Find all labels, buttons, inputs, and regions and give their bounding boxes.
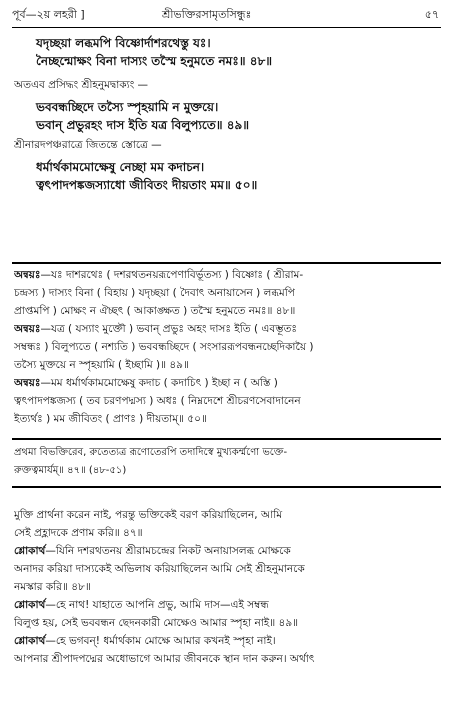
commentary-line: ত্বৎপাদপঙ্কজস্য ( তব চরণপদ্মস্য ) অধঃ ( নিম্নদেশে শ্রীচরণসেবাদানেন — [14, 395, 301, 407]
commentary-line: চন্দ্রস্য ) দাস্যং বিনা ( বিহায় ) যদৃচ্ছয়া ( দৈবাৎ অনায়াসেন ) লব্ধমপি — [14, 287, 295, 299]
commentary-line: প্রাপ্তমপি ) মোক্ষং ন ঐচ্ছৎ ( আকাঙ্ক্ষত ) তস্মৈ হনুমতে নমঃ॥ ৪৮॥ — [14, 305, 296, 317]
header-title: শ্রীভক্তিরসামৃতসিন্ধুঃ — [162, 8, 252, 21]
header-divider — [12, 27, 441, 28]
note-line1: প্রথমা বিভক্তিরেব, রুতেত্যত্র রূণোতেরপি তদাদিস্বে মুখ্যকর্ম্মণো ভক্তে- — [14, 447, 288, 458]
translation-line: মুক্তি প্রার্থনা করেন নাই, পরন্তু ভক্তিকেই বরণ করিয়াছিলেন, আমি — [14, 509, 283, 521]
commentary-line: সম্বন্ধঃ ) বিলুপ্যতে ( নশ্যতি ) ভববন্ধচ্ছিদে ( সংসাররূপবন্ধনচ্ছেদিকায়ৈ ) — [14, 341, 314, 353]
commentary-divider-top — [12, 262, 441, 264]
header-section: পূর্ব—২য় লহরী ] — [12, 8, 85, 21]
verse-49-line1: ভববন্ধচ্ছিদে তস্যৈ স্পৃহয়ামি ন মুক্তয়ে। — [36, 100, 219, 114]
translation-line: সেই প্রহ্লাদকে প্রণাম করি॥ ৪৭॥ — [14, 527, 143, 539]
verse-50-line2: ত্বৎপাদপঙ্কজস্যাধো জীবিতং দীয়তাং মম॥ ৫০॥ — [36, 178, 258, 192]
commentary-line: অন্বয়ঃ—মম ধর্মার্থকামমোক্ষেষু কদাচ ( কদাচিৎ ) ইচ্ছা ন ( অস্তি ) — [14, 377, 278, 389]
note-block — [14, 444, 439, 480]
page-number: ৫৭ — [424, 8, 439, 21]
verse-48-line2: নৈচ্ছন্মোক্ষং বিনা দাস্যং তস্মৈ হনুমতে নমঃ॥ ৪৮॥ — [36, 54, 273, 68]
verse-48-line1: যদৃচ্ছয়া লব্ধমপি বিষ্ণোর্দাশরথেস্তু যঃ। — [36, 36, 211, 50]
note-divider-bottom — [12, 486, 441, 488]
intro-50: শ্রীনারদপঞ্চরাত্রে জিতন্তে স্তোত্রে — — [14, 139, 162, 151]
commentary-line: ইত্যর্থঃ ) মম জীবিতং ( প্রাণঃ ) দীয়তাম্॥ ৫০॥ — [14, 413, 207, 425]
note-line2: রুক্তত্বমার্যম্॥ ৪৭॥ (৪৮-৫১) — [14, 465, 127, 476]
commentary-line: অন্বয়ঃ—যত্র ( যস্যাং মুক্তৌ ) ভবান্ প্রভুঃ অহং দাসঃ ইতি ( এবম্ভূতঃ — [14, 323, 297, 335]
verse-49-line2: ভবান্ প্রভুরহং দাস ইতি যত্র বিলুপ্যতে॥ ৪৯॥ — [36, 118, 250, 132]
commentary-line: তস্যৈ মুক্তয়ে ন স্পৃহয়ামি ( ইচ্ছামি )॥ ৪৯॥ — [14, 359, 189, 371]
translation-line: বিলুপ্ত হয়, সেই ভববন্ধন ছেদনকারী মোক্ষেও আমার স্পৃহা নাই॥ ৪৯॥ — [14, 617, 299, 629]
verse-block — [14, 34, 439, 194]
translation-block — [14, 506, 439, 668]
commentary-block — [14, 266, 439, 428]
translation-line: শ্লোকার্থ—যিনি দশরথতনয় শ্রীরামচন্দ্রের নিকট অনায়াসলব্ধ মোক্ষকে — [14, 545, 291, 557]
note-divider-top — [12, 438, 441, 440]
translation-line: নমস্কার করি॥ ৪৮॥ — [14, 581, 91, 593]
intro-49: অতএব প্রসিদ্ধং শ্রীহনুমদ্বাক্যং — — [14, 79, 149, 91]
page-header — [12, 6, 439, 24]
translation-line: আপনার শ্রীপাদপদ্মের অধোভাগে আমার জীবনকে স্থান দান করুন। অর্থাৎ — [14, 653, 315, 665]
translation-line: শ্লোকার্থ—হে নাথ! যাহাতে আপনি প্রভু, আমি দাস—এই সম্বন্ধ — [14, 599, 269, 611]
translation-line: শ্লোকার্থ—হে ভগবন্! ধর্মার্থকাম মোক্ষে আমার কখনই স্পৃহা নাই। — [14, 635, 276, 647]
verse-50-line1: ধর্মার্থকামমোক্ষেষু নেচ্ছা মম কদাচন। — [36, 160, 205, 174]
commentary-line: অন্বয়ঃ—যঃ দাশরথেঃ ( দশরথতনয়রূপেণাবির্ভূতস্য ) বিষ্ণোঃ ( শ্রীরাম- — [14, 269, 304, 281]
translation-line: অনাদর করিয়া দাস্যকেই অভিলাষ করিয়াছিলেন আমি সেই শ্রীহনুমানকে — [14, 563, 305, 575]
